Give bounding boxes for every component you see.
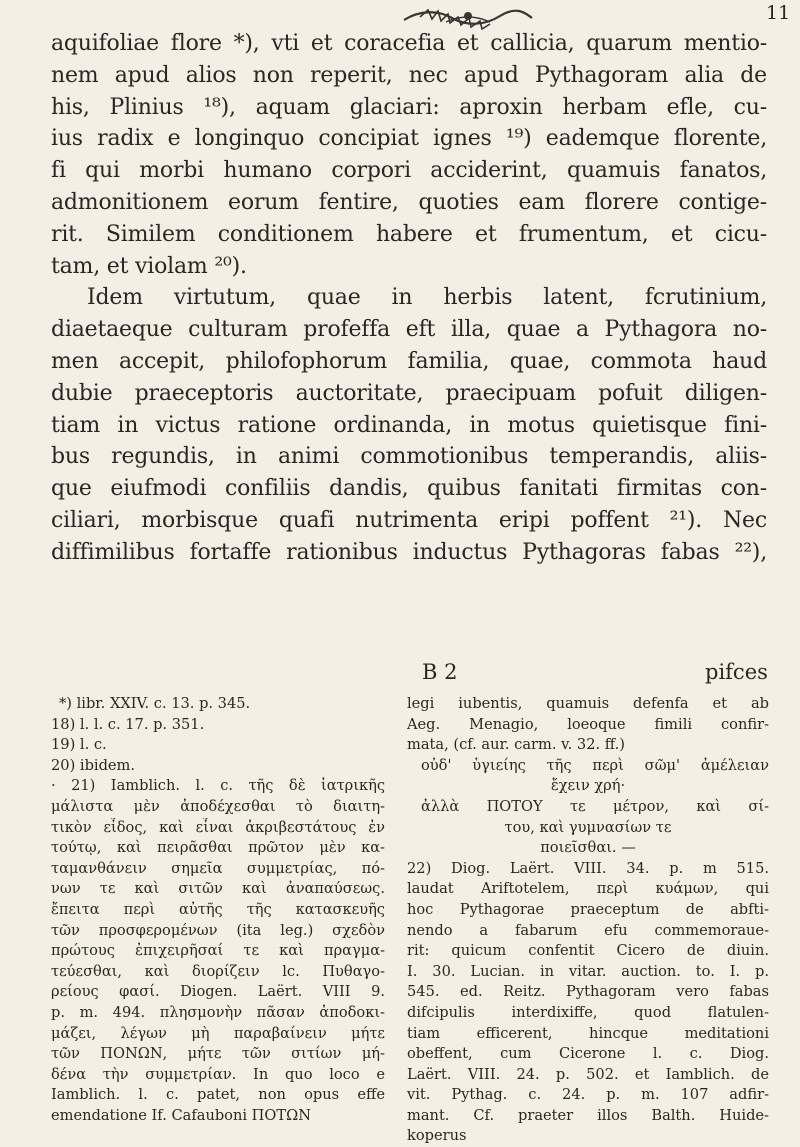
footnote-line: ἔχειν χρή· <box>550 777 626 795</box>
text-line: bus regundis, in animi commotionibus temperandis, aliis- <box>51 444 767 470</box>
footnote-line: ποιεῖσθαι. — <box>540 839 636 857</box>
footnote-line: οὐδ' ὑγιείης τῆς περὶ σῶμ' ἀμέλειαν <box>421 756 769 774</box>
footnote-line: I. 30. Lucian. in vitar. auction. to. I. p. <box>407 962 769 980</box>
footnote-line: difcipulis interdixiffe, quod flatulen- <box>407 1003 769 1021</box>
footnote-line: vit. Pythag. c. 24. p. m. 107 adfir- <box>407 1086 769 1104</box>
footnotes-left-column <box>51 694 385 1126</box>
footnote-line: Iamblich. l. c. patet, non opus effe <box>51 1086 385 1104</box>
footnote-line: hoc Pythagorae praeceptum de abfti- <box>407 900 769 918</box>
footnote-line: Aeg. Menagio, loeoque fimili confir- <box>407 715 769 733</box>
signature-mark: B 2 <box>422 660 458 684</box>
footnote-line: tiam efficerent, hincque meditationi <box>407 1024 769 1042</box>
footnote-line: ἔπειτα περὶ αὐτῆς τῆς κατασκευῆς <box>51 900 385 918</box>
footnote-line: 22) Diog. Laërt. VIII. 34. p. m 515. <box>407 859 769 877</box>
text-line: que eiufmodi confiliis dandis, quibus fanitati firmitas con- <box>51 476 767 502</box>
footnote-line: του, καὶ γυμνασίων τε <box>504 818 672 836</box>
footnote-line: laudat Ariftotelem, περὶ κυάμων, qui <box>407 880 769 898</box>
page-number: 11 <box>766 2 791 24</box>
footnote-line: koperus <box>407 1127 467 1145</box>
text-line: dubie praeceptoris auctoritate, praecipuam pofuit diligen- <box>51 380 767 406</box>
text-line: rit. Similem conditionem habere et frumentum, et cicu- <box>51 221 767 247</box>
footnote-line: τικὸν εἶδος, καὶ εἶναι ἀκριβεστάτους ἐν <box>51 818 385 836</box>
footnote-line: emendatione If. Cafauboni ΠΟΤΩΝ <box>51 1106 311 1124</box>
footnote-line: μάζει, λέγων μὴ παραβαίνειν μήτε <box>51 1024 385 1042</box>
text-line: aquifoliae flore *), vti et coracefia et callicia, quarum mentio- <box>51 31 767 56</box>
text-line: admonitionem eorum fentire, quoties eam florere contige- <box>51 189 767 215</box>
footnote-line: τεύεσθαι, καὶ διορίζειν lc. Πυθαγο- <box>51 962 385 980</box>
text-line: diaetaeque culturam profeffa eft illa, quae a Pythagora no- <box>51 317 767 343</box>
footnote-line: τῶν προσφερομένων (ita leg.) σχεδὸν <box>51 921 385 939</box>
footnote-line: 545. ed. Reitz. Pythagoram vero fabas <box>407 983 769 1001</box>
footnote-line: ταμανθάνειν σημεῖα συμμετρίας, πό- <box>51 859 385 877</box>
footnote-line: obeffent, cum Cicerone l. c. Diog. <box>407 1045 769 1063</box>
footnote-line: δένα τὴν συμμετρίαν. In quo loco e <box>51 1065 385 1083</box>
text-line: his, Plinius ¹⁸), aquam glaciari: aproxin herbam efle, cu- <box>51 94 767 120</box>
footnote-line: rit: quicum confentit Cicero de diuin. <box>407 942 769 960</box>
footnote-line: νων τε καὶ σιτῶν καὶ ἀναπαύσεως. <box>51 880 385 898</box>
footnote-line: τούτῳ, καὶ πειρᾶσθαι πρῶτον μὲν κα- <box>51 839 385 857</box>
footnote-line: ἀλλὰ ΠΟΤΟΥ τε μέτρον, καὶ σί- <box>421 797 769 815</box>
footnote-line: *) libr. XXIV. c. 13. p. 345. <box>59 695 251 712</box>
footnote-line: nendo a fabarum efu commemoraue- <box>407 921 769 939</box>
footnote-line: mant. Cf. praeter illos Balth. Huide- <box>407 1106 769 1124</box>
footnote-line: legi iubentis, quamuis defenfa et ab <box>407 695 769 712</box>
footnote-line: · 21) Iamblich. l. c. τῆς δὲ ἰατρικῆς <box>51 777 385 795</box>
footnotes-right-column <box>407 694 769 1147</box>
text-line: diffimilibus fortaffe rationibus inductus Pythagoras fabas ²²), <box>51 539 767 565</box>
text-line: tam, et violam ²⁰). <box>51 253 247 279</box>
printer-ornament-icon <box>400 4 535 30</box>
main-text-block <box>51 28 767 569</box>
text-line: ius radix e longinquo concipiat ignes ¹⁹) eademque florente, <box>51 126 767 152</box>
catchword: pifces <box>705 660 768 684</box>
text-line: tiam in victus ratione ordinanda, in motus quietisque fini- <box>51 412 767 438</box>
footnote-line: ρείους φασί. Diogen. Laërt. VIII 9. <box>51 983 385 1001</box>
footnote-line: p. m. 494. πλησμονὴν πᾶσαν ἀποδοκι- <box>51 1003 385 1021</box>
footnote-line: 18) l. l. c. 17. p. 351. <box>51 715 205 733</box>
footnote-line: 19) l. c. <box>51 736 107 754</box>
text-line: nem apud alios non reperit, nec apud Pythagoram alia de <box>51 62 767 88</box>
text-line: fi qui morbi humano corpori acciderint, quamuis fanatos, <box>51 158 767 184</box>
footnote-line: 20) ibidem. <box>51 756 136 774</box>
footnote-line: mata, (cf. aur. carm. v. 32. ff.) <box>407 736 625 754</box>
footnote-line: πρώτους ἐπιχειρῆσαί τε καὶ πραγμα- <box>51 942 385 960</box>
footnote-line: μάλιστα μὲν ἀποδέχεσθαι τὸ διαιτη- <box>51 797 385 815</box>
footnote-line: τῶν ΠΟΝΩΝ, μήτε τῶν σιτίων μή- <box>51 1045 385 1063</box>
text-line: ciliari, morbisque quafi nutrimenta eripi poffent ²¹). Nec <box>51 507 767 533</box>
text-line: men accepit, philofophorum familia, quae, commota haud <box>51 348 767 374</box>
text-line: Idem virtutum, quae in herbis latent, fcrutinium, <box>87 285 767 311</box>
footnote-line: Laërt. VIII. 24. p. 502. et Iamblich. de <box>407 1065 769 1083</box>
